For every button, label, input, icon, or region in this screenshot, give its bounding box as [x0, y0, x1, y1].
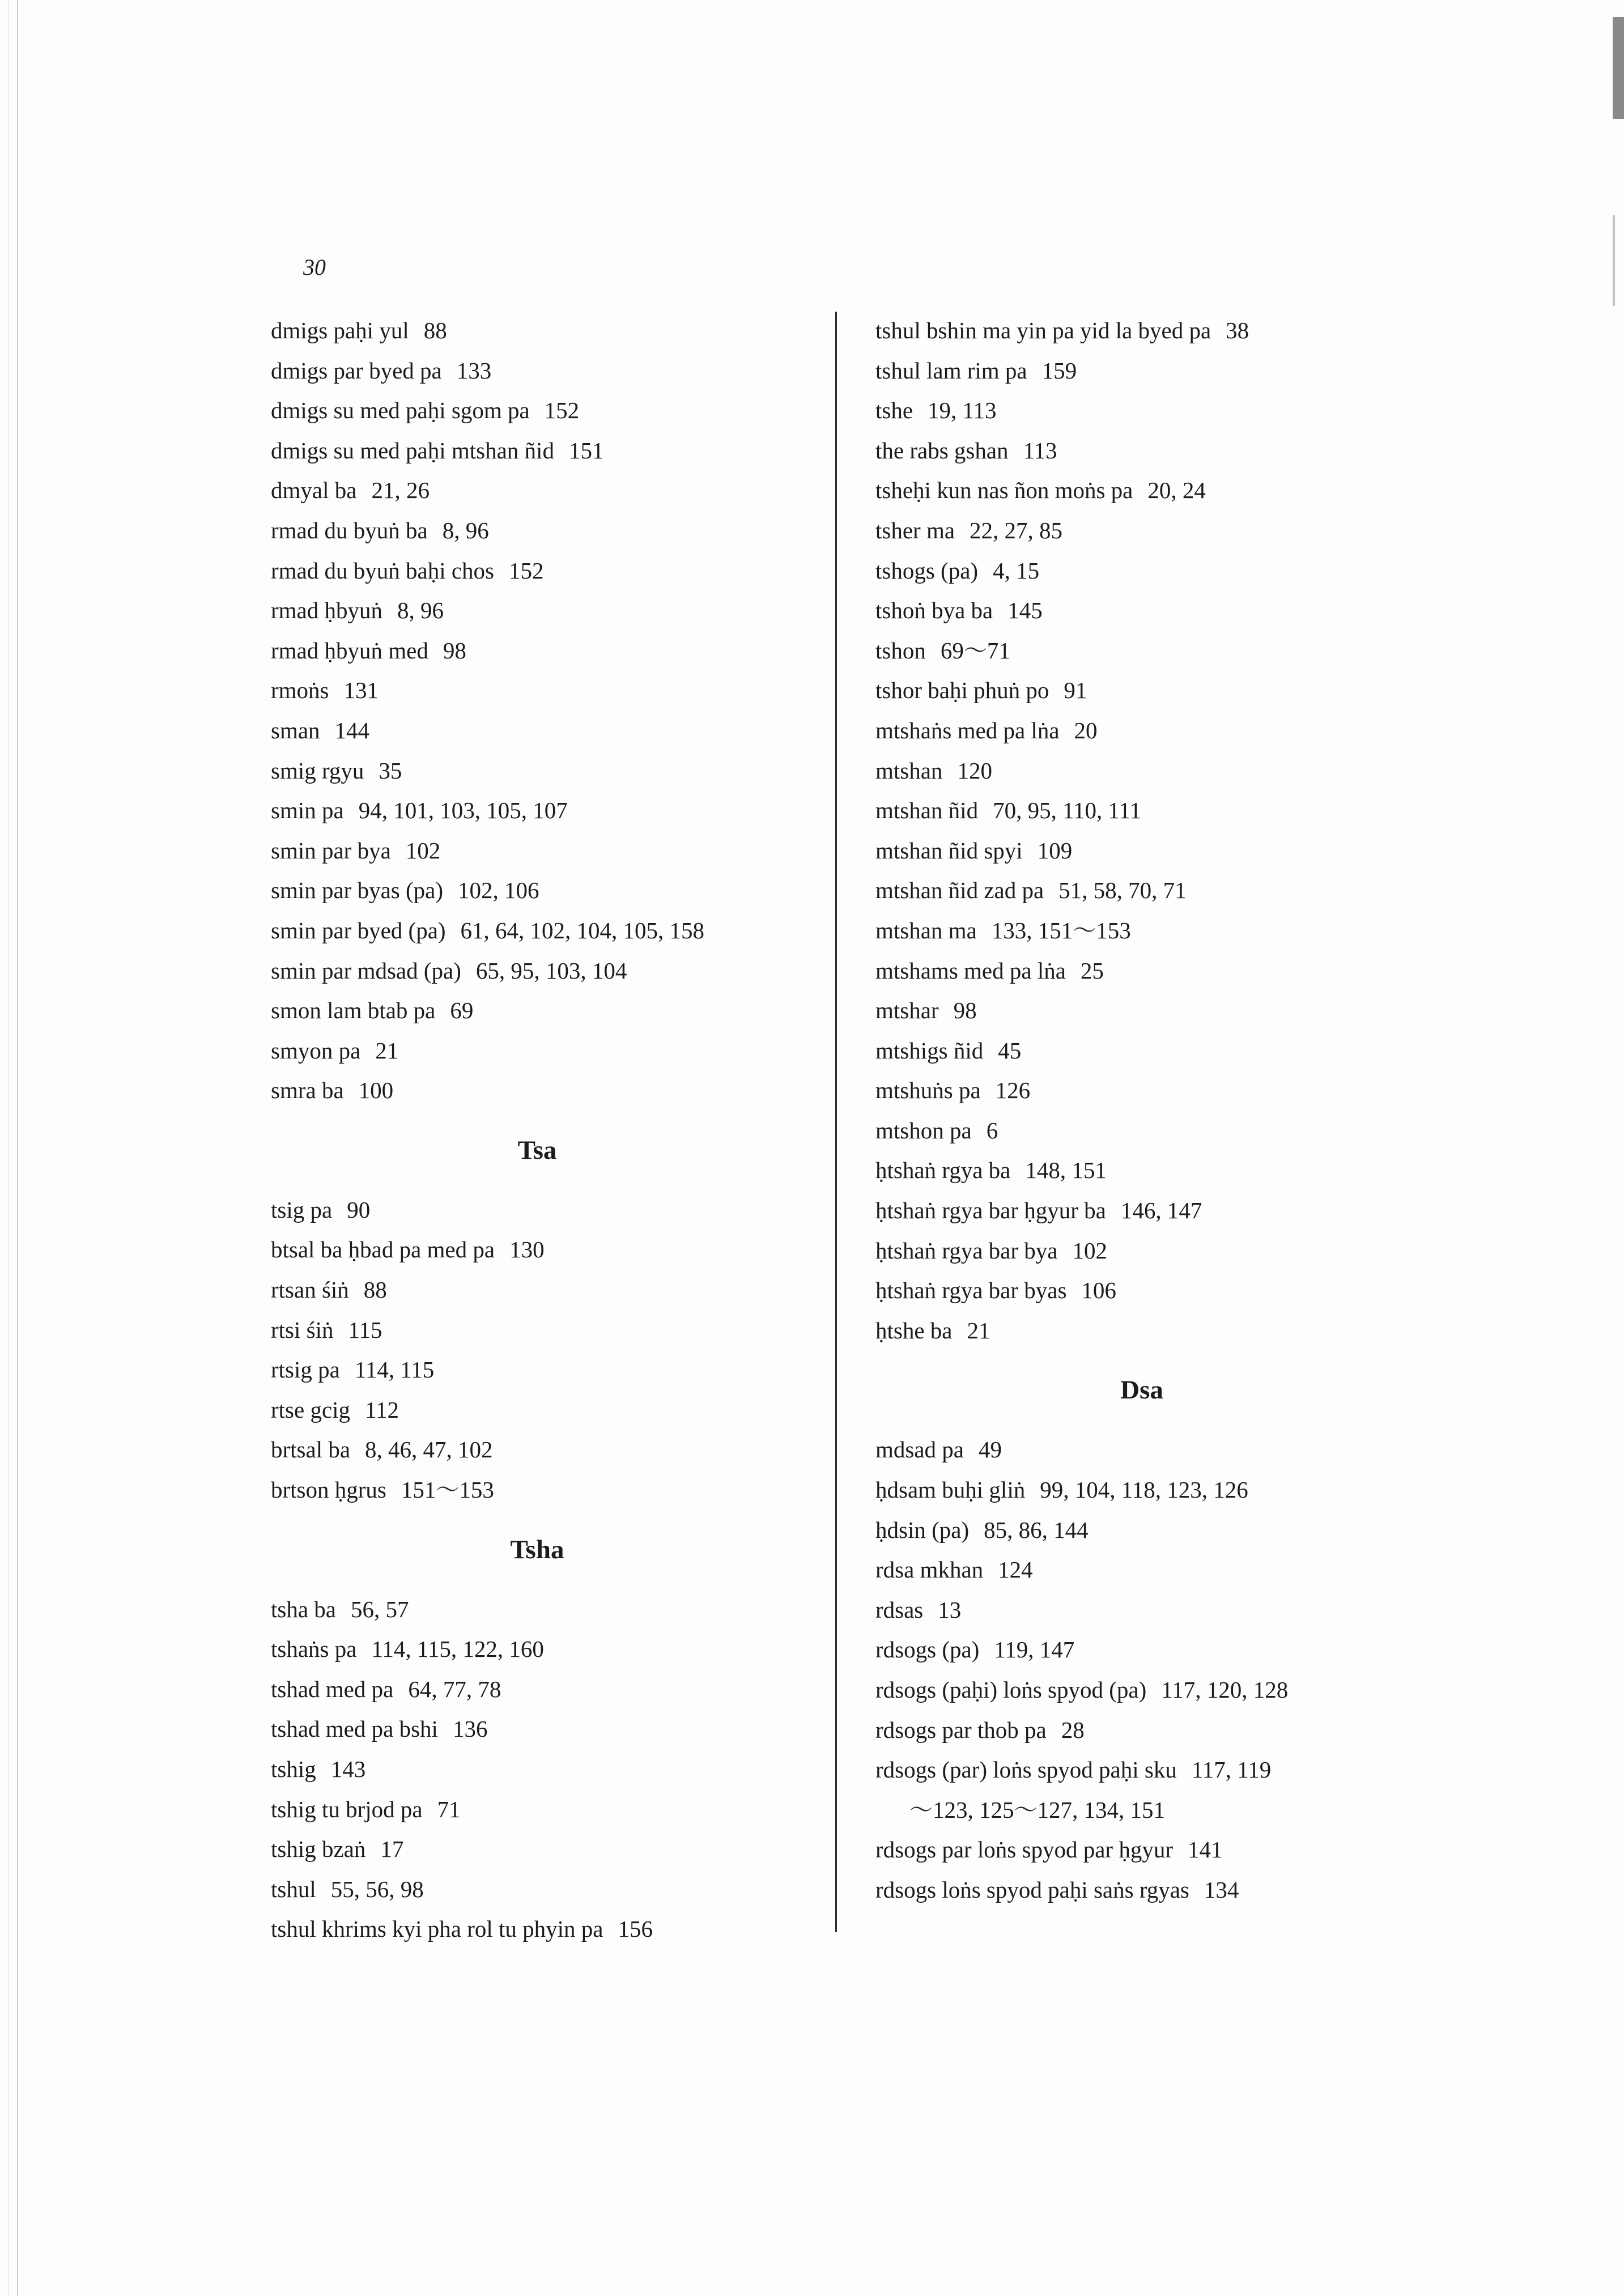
index-entry — [271, 911, 815, 951]
section-heading-tsha: Tsha — [510, 1534, 564, 1564]
index-entry — [875, 511, 1442, 551]
index-entry — [271, 390, 815, 431]
index-page-refs: 98 — [443, 637, 466, 664]
index-entry — [271, 951, 815, 991]
index-page-refs: 88 — [423, 317, 447, 343]
index-entry — [271, 1669, 815, 1710]
index-page-refs: 144 — [334, 717, 370, 743]
index-page-refs: 145 — [1007, 597, 1043, 624]
index-page-refs: 151 — [568, 437, 604, 464]
index-entry — [875, 351, 1442, 391]
index-page-refs: 25 — [1080, 957, 1104, 984]
index-term: ḥtshe ba — [875, 1317, 953, 1343]
index-term: smin par byas (pa) — [271, 877, 443, 904]
index-page-refs: 99, 104, 118, 123, 126 — [1040, 1477, 1248, 1503]
index-entry — [875, 1550, 1442, 1590]
index-term: tshe — [875, 397, 913, 424]
index-page-refs: 38 — [1226, 317, 1249, 343]
index-page-refs: 114, 115, 122, 160 — [371, 1636, 544, 1663]
page-number: 30 — [303, 254, 326, 280]
index-page-refs: 100 — [358, 1077, 394, 1104]
index-entry — [271, 1470, 815, 1510]
index-entry — [875, 1710, 1442, 1750]
index-entry — [271, 1350, 815, 1390]
index-term: smra ba — [271, 1077, 344, 1104]
index-term: tshul lam rim pa — [875, 357, 1027, 384]
left-column — [271, 311, 815, 1949]
index-page-refs: 21 — [375, 1037, 399, 1064]
index-term: ḥtshaṅ rgya ba — [875, 1157, 1011, 1184]
index-entry — [271, 711, 815, 751]
scan-edge-right — [1613, 17, 1624, 119]
index-term: mtshaṅs med pa lṅa — [875, 717, 1060, 743]
index-entry — [875, 390, 1442, 431]
index-page-refs: 98 — [953, 997, 977, 1024]
index-term: dmigs par byed pa — [271, 357, 442, 384]
index-entry — [875, 790, 1442, 831]
index-term: mtshan — [875, 757, 943, 784]
index-page-refs: 64, 77, 78 — [408, 1676, 501, 1702]
index-term: dmigs su med paḥi mtshan ñid — [271, 437, 554, 464]
index-page-refs: 65, 95, 103, 104 — [475, 957, 627, 984]
index-entry — [875, 1790, 1442, 1830]
index-page-refs: 133, 151～153 — [991, 917, 1131, 943]
index-page-refs: 35 — [379, 757, 402, 784]
index-entry — [875, 431, 1442, 471]
index-entry — [875, 1150, 1442, 1190]
index-entry — [875, 951, 1442, 991]
index-term: rdsogs par loṅs spyod par ḥgyur — [875, 1836, 1173, 1863]
index-term: tshor baḥi phuṅ po — [875, 677, 1049, 704]
right-entries-top — [875, 311, 1442, 1350]
index-entry — [271, 1829, 815, 1869]
index-term: mtshuṅs pa — [875, 1077, 981, 1104]
index-term: rmad du byuṅ baḥi chos — [271, 557, 494, 584]
index-entry — [875, 1231, 1442, 1271]
index-term: smin par bya — [271, 837, 391, 864]
index-term: tsheḥi kun nas ñon moṅs pa — [875, 477, 1133, 504]
index-page-refs: 143 — [330, 1756, 366, 1782]
index-term: rtsan śiṅ — [271, 1277, 349, 1303]
index-term: sman — [271, 717, 320, 743]
index-term: mtshan ñid zad pa — [875, 877, 1044, 904]
index-page-refs: 17 — [380, 1836, 404, 1863]
index-entry — [875, 1630, 1442, 1670]
index-term: rdsogs (pa) — [875, 1636, 980, 1663]
index-entry — [271, 1589, 815, 1630]
index-term: mdsad pa — [875, 1436, 964, 1463]
index-entry — [875, 711, 1442, 751]
left-entries-tsa — [271, 1190, 815, 1510]
index-term: dmigs su med paḥi sgom pa — [271, 397, 530, 424]
index-page-refs: 134 — [1204, 1876, 1239, 1903]
index-page-refs: 61, 64, 102, 104, 105, 158 — [460, 917, 705, 943]
index-page-refs: 19, 113 — [928, 397, 997, 424]
index-page-refs: 117, 119 — [1191, 1757, 1272, 1783]
index-page-refs: 151～153 — [401, 1477, 494, 1503]
index-term: rtsig pa — [271, 1357, 340, 1383]
index-term: rmad ḥbyuṅ — [271, 597, 382, 624]
index-entry — [875, 1070, 1442, 1111]
index-term: tshul bshin ma yin pa yid la byed pa — [875, 317, 1211, 343]
index-entry — [875, 1270, 1442, 1311]
index-page-refs: 102 — [1072, 1237, 1107, 1264]
index-term: dmyal ba — [271, 477, 357, 504]
index-page-refs: 85, 86, 144 — [984, 1516, 1089, 1543]
index-term: tshig tu brjod pa — [271, 1796, 423, 1822]
index-entry — [271, 831, 815, 871]
index-entry — [875, 1111, 1442, 1151]
index-entry — [875, 551, 1442, 591]
index-entry — [875, 751, 1442, 791]
index-term: ḥtshaṅ rgya bar bya — [875, 1237, 1058, 1264]
index-term: tshon — [875, 637, 926, 664]
index-page-refs: 136 — [452, 1716, 488, 1742]
right-entries-dsa — [875, 1430, 1442, 1910]
index-term: mtshar — [875, 997, 939, 1024]
index-entry — [271, 870, 815, 911]
index-page-refs: 102 — [405, 837, 441, 864]
index-term: rdsa mkhan — [875, 1557, 984, 1583]
index-entry — [271, 1070, 815, 1111]
index-page-refs: 152 — [544, 397, 580, 424]
index-page-refs: 4, 15 — [993, 557, 1040, 584]
index-term: rmoṅs — [271, 677, 329, 704]
index-term: rdsas — [875, 1596, 924, 1623]
index-page-refs: 90 — [347, 1196, 371, 1223]
index-term: dmigs paḥi yul — [271, 317, 409, 343]
index-term: ḥtshaṅ rgya bar byas — [875, 1277, 1067, 1304]
index-page-refs: 156 — [618, 1916, 653, 1942]
index-entry — [271, 990, 815, 1031]
index-page-refs: 20 — [1074, 717, 1098, 743]
index-page-refs: 70, 95, 110, 111 — [993, 797, 1142, 824]
index-entry — [271, 1629, 815, 1669]
index-entry — [875, 831, 1442, 871]
index-entry — [271, 431, 815, 471]
scan-edge-left — [0, 0, 34, 2296]
index-entry — [875, 1430, 1442, 1470]
index-entry — [271, 631, 815, 671]
index-term: rtsi śiṅ — [271, 1316, 334, 1343]
index-term: mtshan ñid — [875, 797, 979, 824]
index-term: smin pa — [271, 797, 344, 824]
index-entry — [271, 551, 815, 591]
index-entry — [875, 1510, 1442, 1550]
index-page-refs: 56, 57 — [351, 1596, 409, 1622]
index-term: mtshan ñid spyi — [875, 837, 1023, 864]
index-term: tsha ba — [271, 1596, 336, 1622]
index-page-refs: 124 — [998, 1557, 1033, 1583]
index-entry — [875, 1870, 1442, 1910]
index-page-refs: ～123, 125～127, 134, 151 — [909, 1796, 1165, 1823]
column-divider — [835, 312, 837, 1932]
index-page-refs: 126 — [995, 1077, 1031, 1104]
index-entry — [271, 670, 815, 711]
index-term: smin par mdsad (pa) — [271, 957, 461, 984]
index-entry — [875, 311, 1442, 351]
index-page-refs: 102, 106 — [458, 877, 539, 904]
index-term: the rabs gshan — [875, 437, 1009, 464]
index-page-refs: 8, 96 — [397, 597, 444, 624]
index-entry — [271, 1310, 815, 1350]
index-entry — [875, 1031, 1442, 1071]
index-page-refs: 55, 56, 98 — [330, 1876, 424, 1902]
index-entry — [875, 470, 1442, 511]
index-page-refs: 117, 120, 128 — [1161, 1677, 1289, 1703]
index-entry — [271, 1190, 815, 1230]
index-page-refs: 49 — [979, 1436, 1002, 1463]
index-entry — [271, 1749, 815, 1789]
index-page-refs: 21 — [967, 1317, 990, 1343]
index-page-refs: 113 — [1023, 437, 1057, 464]
index-entry — [271, 470, 815, 511]
index-page-refs: 69～71 — [940, 637, 1010, 664]
index-page-refs: 6 — [986, 1117, 998, 1143]
index-entry — [271, 351, 815, 391]
index-entry — [271, 1789, 815, 1830]
index-page-refs: 45 — [998, 1037, 1022, 1064]
index-term: mtshams med pa lṅa — [875, 957, 1066, 984]
index-term: tshad med pa — [271, 1676, 394, 1702]
index-term: smyon pa — [271, 1037, 361, 1064]
index-entry — [875, 670, 1442, 711]
index-entry — [271, 1709, 815, 1749]
index-page-refs: 8, 46, 47, 102 — [365, 1436, 493, 1463]
index-page-refs: 71 — [437, 1796, 461, 1822]
index-entry — [875, 590, 1442, 631]
index-term: tshogs (pa) — [875, 557, 979, 584]
index-page-refs: 130 — [509, 1236, 545, 1263]
index-term: smig rgyu — [271, 757, 364, 784]
section-heading-dsa: Dsa — [1120, 1375, 1163, 1405]
index-term: smin par byed (pa) — [271, 917, 446, 943]
index-term: mtshigs ñid — [875, 1037, 984, 1064]
scan-mark-right — [1613, 215, 1615, 306]
index-page-refs: 114, 115 — [354, 1357, 435, 1383]
index-term: rtse gcig — [271, 1396, 351, 1423]
index-entry — [875, 1470, 1442, 1510]
index-page-refs: 133 — [456, 357, 492, 384]
index-page-refs: 152 — [508, 557, 544, 584]
index-entry — [875, 1590, 1442, 1630]
index-page-refs: 22, 27, 85 — [970, 517, 1063, 543]
index-page-refs: 8, 96 — [442, 517, 489, 543]
index-page-refs: 106 — [1081, 1277, 1116, 1304]
index-term: tshul khrims kyi pha rol tu phyin pa — [271, 1916, 603, 1942]
index-entry — [271, 1390, 815, 1430]
index-entry — [271, 1270, 815, 1310]
index-term: tshaṅs pa — [271, 1636, 357, 1663]
index-entry — [875, 1670, 1442, 1710]
index-term: mtshon pa — [875, 1117, 972, 1143]
section-heading-tsa: Tsa — [517, 1135, 557, 1165]
index-term: ḥdsam buḥi gliṅ — [875, 1477, 1026, 1503]
index-page-refs: 21, 26 — [371, 477, 430, 504]
index-term: tshig bzaṅ — [271, 1836, 366, 1863]
index-term: mtshan ma — [875, 917, 977, 943]
index-entry — [271, 1430, 815, 1470]
index-page-refs: 148, 151 — [1025, 1157, 1107, 1184]
index-entry — [875, 1750, 1442, 1790]
index-page-refs: 20, 24 — [1147, 477, 1206, 504]
index-entry — [271, 751, 815, 791]
index-entry — [271, 590, 815, 631]
index-term: ḥdsin (pa) — [875, 1516, 970, 1543]
index-term: brtson ḥgrus — [271, 1477, 386, 1503]
index-term: tshul — [271, 1876, 316, 1902]
index-page-refs: 94, 101, 103, 105, 107 — [358, 797, 568, 824]
index-entry — [271, 1869, 815, 1910]
index-term: rdsogs par thob pa — [875, 1716, 1047, 1743]
index-page-refs: 115 — [348, 1316, 382, 1343]
index-entry — [271, 1031, 815, 1071]
right-column — [875, 311, 1442, 1910]
index-page-refs: 141 — [1187, 1836, 1223, 1863]
index-page-refs: 13 — [938, 1596, 962, 1623]
left-entries-tsha — [271, 1589, 815, 1949]
index-entry — [875, 1190, 1442, 1231]
index-entry — [875, 1830, 1442, 1870]
index-page-refs: 51, 58, 70, 71 — [1058, 877, 1187, 904]
index-term: tshoṅ bya ba — [875, 597, 993, 624]
index-term: ḥtshaṅ rgya bar ḥgyur ba — [875, 1197, 1106, 1224]
index-page-refs: 120 — [957, 757, 992, 784]
left-entries-top — [271, 311, 815, 1111]
index-term: rdsogs loṅs spyod paḥi saṅs rgyas — [875, 1876, 1189, 1903]
index-entry — [271, 790, 815, 831]
index-term: rdsogs (par) loṅs spyod paḥi sku — [875, 1757, 1177, 1783]
index-page-refs: 28 — [1061, 1716, 1085, 1743]
index-page-refs: 88 — [363, 1277, 387, 1303]
index-page-refs: 69 — [450, 997, 474, 1024]
index-term: tshig — [271, 1756, 316, 1782]
index-page-refs: 131 — [343, 677, 379, 704]
index-entry — [875, 631, 1442, 671]
index-term: tsig pa — [271, 1196, 333, 1223]
index-entry — [271, 511, 815, 551]
index-entry — [271, 1909, 815, 1949]
index-term: rdsogs (paḥi) loṅs spyod (pa) — [875, 1677, 1147, 1703]
index-page-refs: 119, 147 — [994, 1636, 1075, 1663]
index-entry — [875, 990, 1442, 1031]
index-entry — [875, 1311, 1442, 1351]
index-term: rmad du byuṅ ba — [271, 517, 428, 543]
index-entry — [271, 1230, 815, 1270]
index-page-refs: 91 — [1064, 677, 1087, 704]
index-page-refs: 109 — [1037, 837, 1073, 864]
index-page-refs: 112 — [365, 1396, 399, 1423]
index-entry — [271, 311, 815, 351]
index-term: brtsal ba — [271, 1436, 351, 1463]
index-term: btsal ba ḥbad pa med pa — [271, 1236, 495, 1263]
index-term: tshad med pa bshi — [271, 1716, 438, 1742]
index-entry — [875, 870, 1442, 911]
index-term: tsher ma — [875, 517, 955, 543]
index-page-refs: 159 — [1041, 357, 1077, 384]
index-term: smon lam btab pa — [271, 997, 436, 1024]
index-term: rmad ḥbyuṅ med — [271, 637, 428, 664]
index-page-refs: 146, 147 — [1120, 1197, 1202, 1224]
index-entry — [875, 911, 1442, 951]
